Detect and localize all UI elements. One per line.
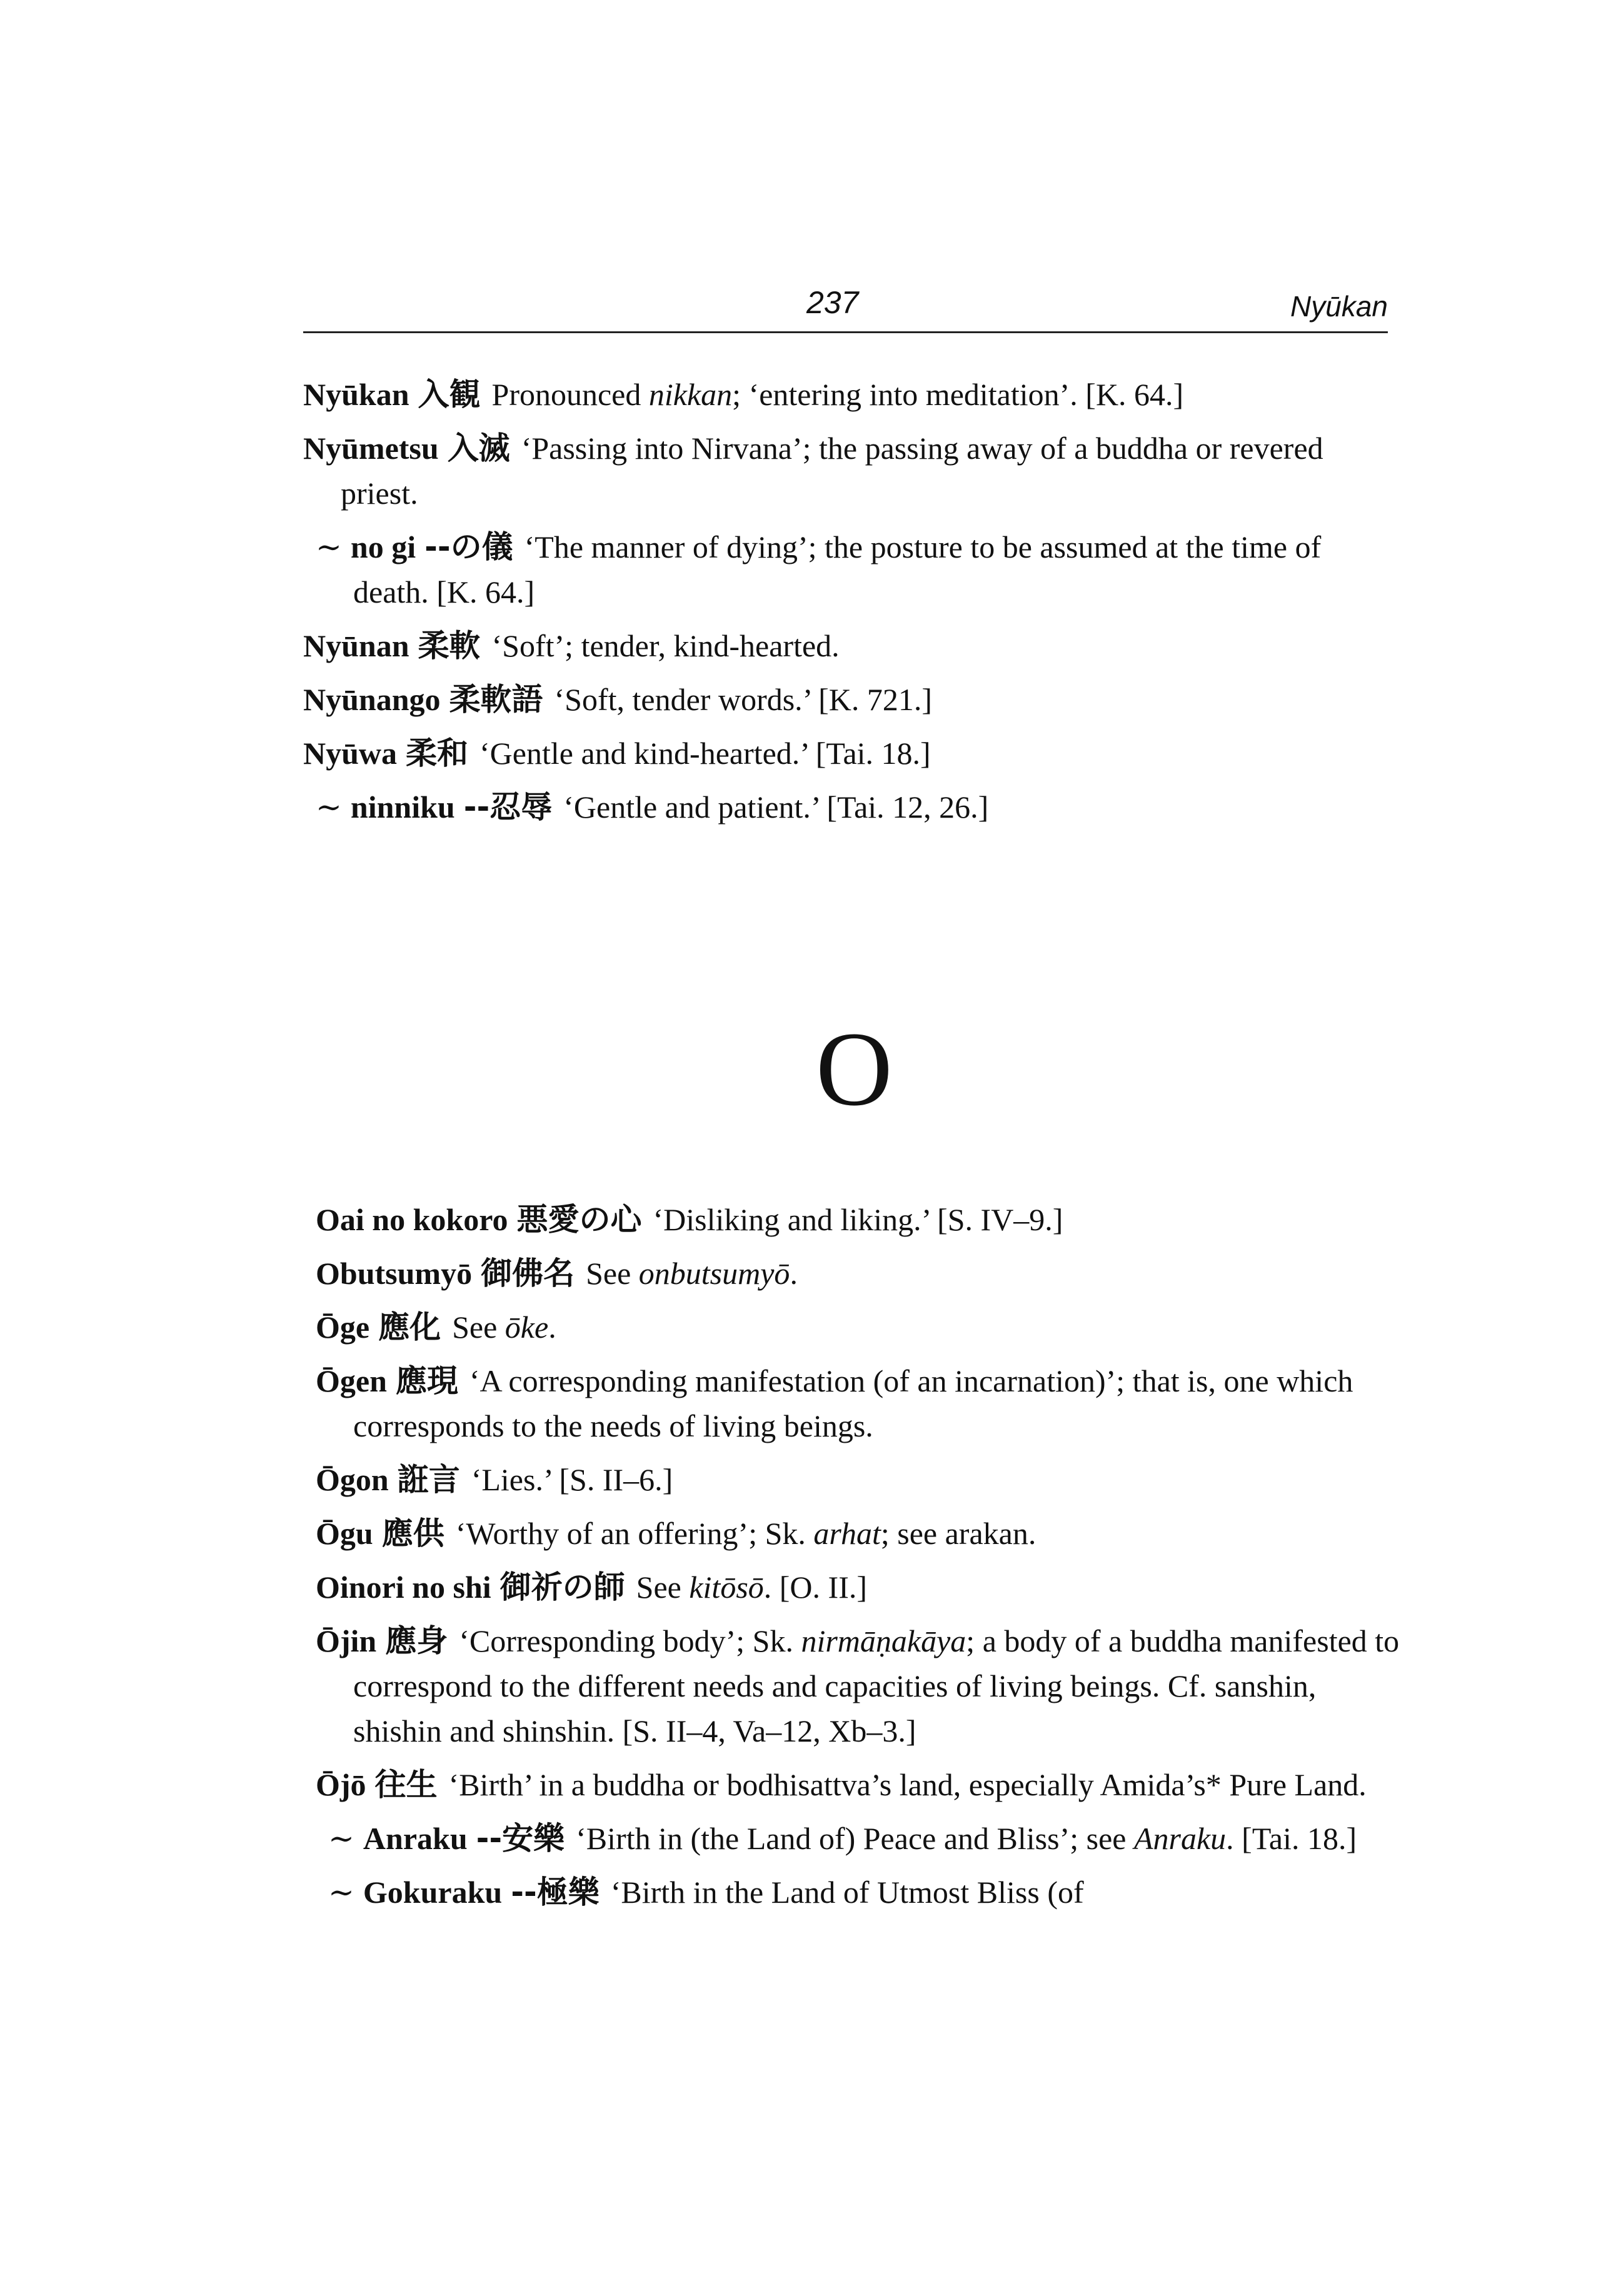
kanji: 柔軟語 bbox=[449, 681, 543, 718]
dictionary-entry bbox=[316, 1305, 1403, 1350]
sub-entry bbox=[316, 524, 1391, 614]
kanji: 入滅 bbox=[447, 430, 510, 466]
italic-term: ōke bbox=[504, 1310, 549, 1345]
kanji: 御佛名 bbox=[481, 1255, 575, 1291]
headword: Nyūwa bbox=[303, 736, 398, 771]
kanji: 誑言 bbox=[397, 1461, 460, 1498]
headword: Gokuraku bbox=[363, 1875, 503, 1910]
kanji: 應化 bbox=[378, 1309, 441, 1345]
dictionary-entry bbox=[316, 1511, 1403, 1556]
entries-o bbox=[316, 1197, 1403, 1923]
headword: Nyūnan bbox=[303, 628, 409, 663]
definition-text-end: . [Tai. 18.] bbox=[1226, 1821, 1357, 1856]
definition-text: ‘Gentle and patient.’ [Tai. 12, 26.] bbox=[563, 790, 989, 825]
running-head: Nyūkan bbox=[1290, 290, 1388, 323]
dictionary-entry bbox=[316, 1457, 1403, 1502]
kanji: 入観 bbox=[418, 376, 481, 413]
kanji: 悪愛の心 bbox=[516, 1201, 642, 1238]
definition-text: ‘The manner of dying’; the posture to be assumed at the time of death. [K. 64.] bbox=[353, 529, 1322, 609]
kanji: 應供 bbox=[381, 1515, 444, 1552]
headword: Ōjō bbox=[316, 1767, 366, 1802]
entries-nyu bbox=[303, 372, 1391, 838]
kanji: --忍辱 bbox=[463, 789, 553, 825]
dictionary-entry bbox=[316, 1618, 1403, 1753]
dictionary-entry bbox=[303, 372, 1391, 417]
kanji: 應現 bbox=[395, 1363, 458, 1399]
dictionary-entry bbox=[316, 1762, 1403, 1807]
tilde-mark: ∼ bbox=[316, 790, 342, 825]
kanji: --安樂 bbox=[476, 1820, 565, 1857]
headword: Ōgen bbox=[316, 1363, 387, 1398]
tilde-mark: ∼ bbox=[328, 1821, 354, 1856]
headword: ninniku bbox=[350, 790, 455, 825]
italic-term: nirmāṇakāya bbox=[801, 1623, 966, 1658]
headword: Oinori no shi bbox=[316, 1570, 491, 1605]
kanji: 柔和 bbox=[406, 735, 469, 771]
definition-text-end: . bbox=[790, 1256, 798, 1291]
italic-term: nikkan bbox=[648, 377, 733, 412]
definition-text: ‘A corresponding manifestation (of an incarnation)’; that is, one which corresponds to the needs of living beings. bbox=[353, 1363, 1353, 1443]
dictionary-entry bbox=[303, 426, 1391, 516]
page-header bbox=[303, 284, 1388, 333]
kanji: --極樂 bbox=[511, 1874, 600, 1910]
definition-text: ‘Passing into Nirvana’; the passing away of a buddha or revered priest. bbox=[341, 431, 1323, 511]
headword: Oai no kokoro bbox=[316, 1202, 508, 1237]
definition-text-end: . bbox=[548, 1310, 556, 1345]
tilde-mark: ∼ bbox=[316, 529, 342, 564]
headword: Nyūkan bbox=[303, 377, 409, 412]
headword: Ōgu bbox=[316, 1516, 373, 1551]
dictionary-entry bbox=[316, 1197, 1403, 1242]
page-number: 237 bbox=[806, 285, 859, 320]
definition-text: See bbox=[586, 1256, 639, 1291]
sub-entry bbox=[328, 1870, 1403, 1915]
kanji: 柔軟 bbox=[418, 628, 481, 664]
kanji: --の儀 bbox=[424, 529, 513, 565]
definition-text: Pronounced bbox=[491, 377, 649, 412]
definition-text-end: ; ‘entering into meditation’. [K. 64.] bbox=[732, 377, 1184, 412]
definition-text: See bbox=[452, 1310, 505, 1345]
headword: Ōjin bbox=[316, 1623, 377, 1658]
kanji: 御祈の師 bbox=[499, 1569, 625, 1605]
sub-entry bbox=[316, 785, 1391, 830]
definition-text: ‘Corresponding body’; Sk. bbox=[459, 1623, 801, 1658]
italic-term: arhat bbox=[813, 1516, 881, 1551]
headword: Ōge bbox=[316, 1310, 370, 1345]
headword: Ōgon bbox=[316, 1462, 389, 1497]
dictionary-entry bbox=[303, 623, 1391, 668]
dictionary-entry bbox=[303, 677, 1391, 722]
definition-text: ‘Soft, tender words.’ [K. 721.] bbox=[554, 682, 933, 717]
definition-text: ‘Worthy of an offering’; Sk. bbox=[455, 1516, 814, 1551]
dictionary-entry bbox=[316, 1565, 1403, 1610]
definition-text-end: . [O. II.] bbox=[763, 1570, 867, 1605]
headword: Anraku bbox=[363, 1821, 468, 1856]
definition-text-end: ; a body of a buddha manifested to correspond to the different needs and capacities of living beings. Cf. sanshin, shishin and shinshin. [S. II–4, Va–12, Xb–3.] bbox=[353, 1623, 1400, 1748]
headword: Nyūnango bbox=[303, 682, 441, 717]
headword: no gi bbox=[350, 529, 416, 564]
headword: Obutsumyō bbox=[316, 1256, 473, 1291]
dictionary-entry bbox=[303, 731, 1391, 776]
definition-text: ‘Gentle and kind-hearted.’ [Tai. 18.] bbox=[479, 736, 931, 771]
dictionary-entry bbox=[316, 1358, 1403, 1448]
kanji: 應身 bbox=[385, 1623, 448, 1659]
headword: Nyūmetsu bbox=[303, 431, 439, 466]
definition-text: ‘Disliking and liking.’ [S. IV–9.] bbox=[653, 1202, 1063, 1237]
definition-text-end: ; see arakan. bbox=[880, 1516, 1036, 1551]
section-letter: O bbox=[816, 1010, 893, 1128]
definition-text: ‘Lies.’ [S. II–6.] bbox=[471, 1462, 673, 1497]
definition-text: See bbox=[636, 1570, 690, 1605]
definition-text: ‘Soft’; tender, kind-hearted. bbox=[491, 628, 840, 663]
italic-term: kitōsō bbox=[689, 1570, 764, 1605]
dictionary-entry bbox=[316, 1251, 1403, 1296]
definition-text: ‘Birth in the Land of Utmost Bliss (of bbox=[610, 1875, 1084, 1910]
tilde-mark: ∼ bbox=[328, 1875, 354, 1910]
definition-text: ‘Birth in (the Land of) Peace and Bliss’; see bbox=[576, 1821, 1134, 1856]
sub-entry bbox=[328, 1816, 1403, 1861]
kanji: 往生 bbox=[374, 1767, 438, 1803]
definition-text: ‘Birth’ in a buddha or bodhisattva’s land, especially Amida’s* Pure Land. bbox=[448, 1767, 1367, 1802]
italic-term: onbutsumyō bbox=[638, 1256, 790, 1291]
italic-term: Anraku bbox=[1133, 1821, 1227, 1856]
